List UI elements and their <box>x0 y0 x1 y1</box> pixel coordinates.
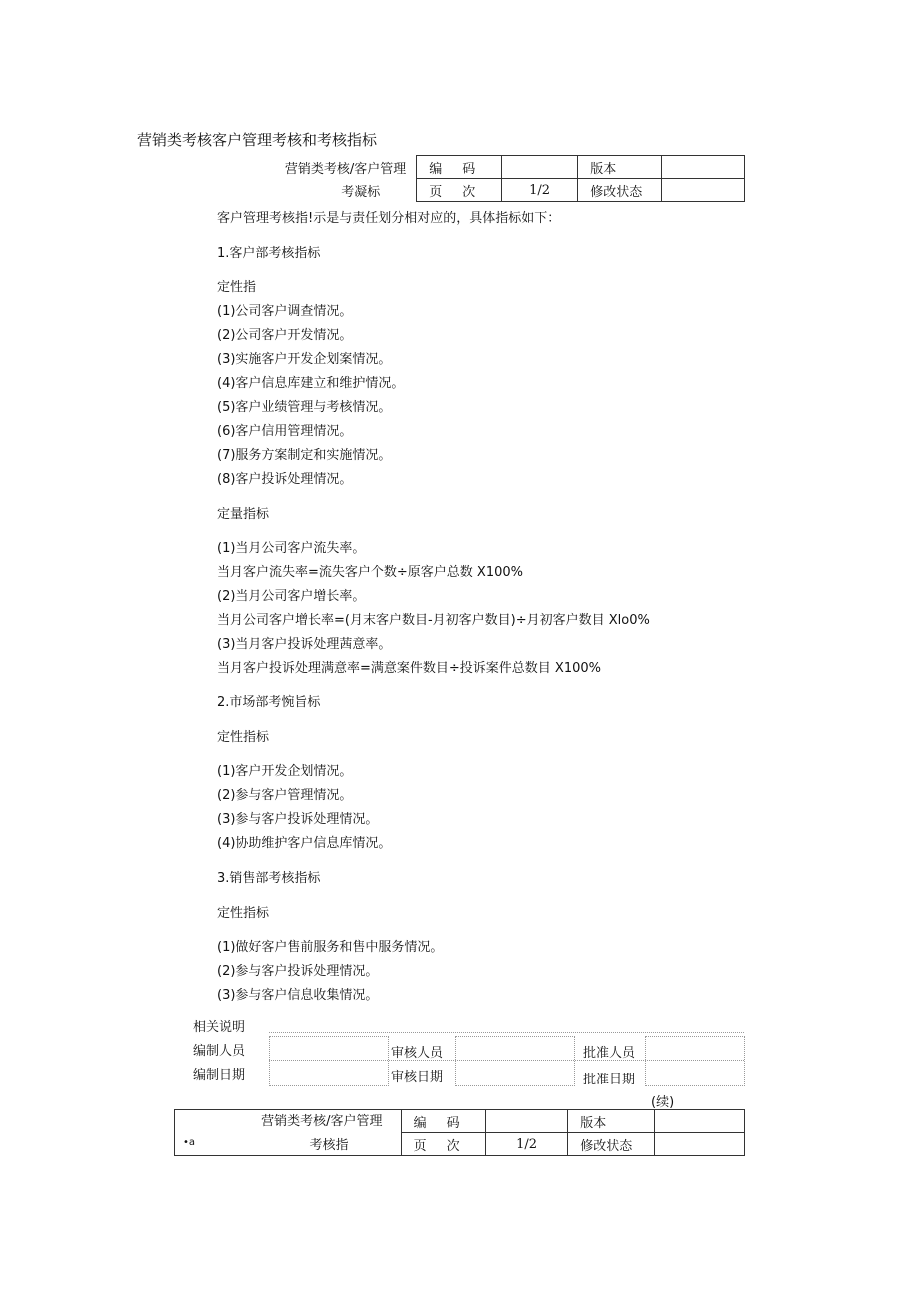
footer-version-value <box>654 1110 744 1133</box>
approve-date-label: 批准日期 <box>583 1073 636 1084</box>
section1-qual-heading: 定性指 <box>217 280 257 295</box>
review-date-label: 审核日期 <box>391 1070 444 1085</box>
footer-code-value <box>485 1110 567 1133</box>
list-item: (5)客户业绩管理与考核情况。 <box>217 400 392 415</box>
divider <box>269 1060 744 1062</box>
header-table <box>252 155 745 202</box>
status-label: 修改状态 <box>578 179 661 202</box>
footer-category-line2: 考核指 <box>309 1138 349 1153</box>
formula-line: 当月客户投诉处理满意率=满意案件数目÷投诉案件总数目 X100% <box>217 661 601 676</box>
header-category-line2: 考凝标 <box>341 184 381 200</box>
list-item: (1)公司客户调查情况。 <box>217 304 353 319</box>
footer-version-label: 版本 <box>568 1110 654 1133</box>
section2-heading: 2.市场部考惋旨标 <box>217 695 321 710</box>
page-value: 1/2 <box>501 179 577 202</box>
version-value <box>661 156 744 179</box>
footer-status-label: 修改状态 <box>568 1133 654 1156</box>
header-category-line1: 营销类考核/客户管理 <box>284 161 407 177</box>
list-item: (2)参与客户投诉处理情况。 <box>217 964 379 979</box>
formula-line: 当月公司客户增长率=(月末客户数目-月初客户数目)÷月初客户数目 Xlo0% <box>217 613 650 628</box>
footer-category-line1: 营销类考核/客户管理 <box>261 1114 383 1129</box>
list-item: (6)客户信用管理情况。 <box>217 424 353 439</box>
version-label: 版本 <box>578 156 661 179</box>
code-value <box>501 156 577 179</box>
footer-page-label: 页次 <box>401 1133 485 1156</box>
list-item: (1)当月公司客户流失率。 <box>217 541 366 556</box>
approver-label: 批准人员 <box>583 1046 636 1061</box>
list-item: (2)公司客户开发情况。 <box>217 328 353 343</box>
editor-label: 编制人员 <box>193 1044 246 1059</box>
list-item: (3)参与客户投诉处理情况。 <box>217 812 379 827</box>
section3-qual-heading: 定性指标 <box>217 906 270 921</box>
list-item: (3)实施客户开发企划案情况。 <box>217 352 392 367</box>
list-item: (4)客户信息库建立和维护情况。 <box>217 376 405 391</box>
footer-status-value <box>654 1133 744 1156</box>
list-item: (1)客户开发企划情况。 <box>217 764 353 779</box>
section3-heading: 3.销售部考核指标 <box>217 871 321 886</box>
status-value <box>661 179 744 202</box>
reviewer-label: 审核人员 <box>391 1046 444 1061</box>
related-notes-label: 相关说明 <box>193 1020 246 1035</box>
list-item: (1)做好客户售前服务和售中服务情况。 <box>217 940 444 955</box>
footer-code-label: 编码 <box>401 1110 485 1133</box>
list-item: (3)参与客户信息收集情况。 <box>217 988 379 1003</box>
formula-line: 当月客户流失率=流失客户个数÷原客户总数 X100% <box>217 565 523 580</box>
list-item: (3)当月客户投诉处理茜意率。 <box>217 637 392 652</box>
intro-text: 客户管理考核指!示是与责任划分相对应的，具体指标如下： <box>217 211 561 226</box>
divider <box>269 1032 744 1034</box>
list-item: (2)参与客户管理情况。 <box>217 788 353 803</box>
section1-quant-heading: 定量指标 <box>217 507 270 522</box>
page-label: 页次 <box>417 179 502 202</box>
section1-heading: 1.客户部考核指标 <box>217 246 321 261</box>
edit-date-label: 编制日期 <box>193 1068 246 1083</box>
list-item: (4)协助维护客户信息库情况。 <box>217 836 392 851</box>
continued-label: (续) <box>651 1095 675 1110</box>
document-title: 营销类考核客户管理考核和考核指标 <box>137 131 378 149</box>
code-label: 编码 <box>417 156 502 179</box>
list-item: (2)当月公司客户增长率。 <box>217 589 366 604</box>
footer-table <box>174 1109 745 1156</box>
footer-category-cell <box>175 1110 402 1156</box>
footer-page-value: 1/2 <box>485 1133 567 1156</box>
footer-mark: •a <box>183 1137 196 1148</box>
list-item: (7)服务方案制定和实施情况。 <box>217 448 392 463</box>
list-item: (8)客户投诉处理情况。 <box>217 472 353 487</box>
section2-qual-heading: 定性指标 <box>217 730 270 745</box>
